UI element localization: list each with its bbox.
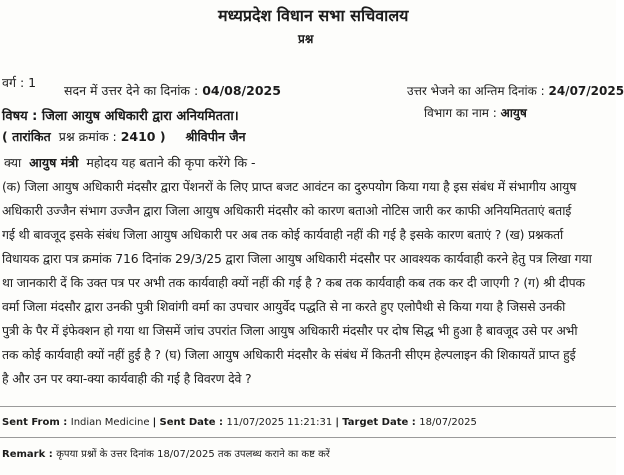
sent-date-label: Sent Date : bbox=[159, 417, 227, 428]
body-line: था जानकारी दें कि उक्त पत्र पर अभी तक कार्यवाही क्यों नहीं की गई है ? कब तक कार्यवाही कब तक कर दी जाएगी ? (ग) श्री दीपक bbox=[2, 275, 585, 290]
member-name: श्रीविपीन जैन bbox=[185, 129, 246, 144]
body-line: अधिकारी उज्जैन संभाग उज्जैन द्वारा जिला आयुष अधिकारी मंदसौर को कारण बताओ नोटिस जारी कर काफी अनियमितताएं बताई bbox=[2, 203, 572, 218]
body-line: (क) जिला आयुष अधिकारी मंदसौर द्वारा पेंशनरों के लिए प्राप्त बजट आवंटन का दुरुपयोग किया गया है इस संबंध में संभागीय आयुष bbox=[2, 179, 577, 194]
body-line: वर्मा जिला मंदसौर द्वारा उनकी पुत्री शिवांगी वर्मा का उपचार आयुर्वेद पद्धति से ना करते हुए एलोपैथी से किया गया है जिससे उनकी bbox=[2, 299, 566, 314]
class-label: वर्ग : 1 bbox=[2, 75, 37, 90]
page-subtitle: प्रश्न bbox=[298, 32, 314, 46]
footer-divider bbox=[0, 437, 616, 438]
target-date-value: 18/07/2025 bbox=[419, 417, 477, 428]
remark-value: कृपया प्रश्नों के उत्तर दिनांक 18/07/2025 तक उपलब्ध कराने का कष्ट करें bbox=[56, 449, 330, 460]
sent-from-value: Indian Medicine bbox=[70, 417, 150, 428]
subject bbox=[2, 106, 239, 124]
subject-value: जिला आयुष अधिकारी द्वारा अनियमितता। bbox=[41, 109, 239, 124]
intro-rest: महोदय यह बताने की कृपा करेंगे कि - bbox=[86, 155, 256, 170]
footer-separator: | bbox=[335, 417, 340, 428]
body-line: विधायक द्वारा पत्र क्रमांक 716 दिनांक 29/3/25 द्वारा जिला आयुष अधिकारी मंदसौर पर आवश्यक कार्यवाही करने हेतु पत्र लिखा गया bbox=[2, 251, 592, 266]
body-line: गई थी बावजूद इसके संबंध जिला आयुष अधिकारी पर अब तक कोई कार्यवाही नहीं की गई है इसके कारण बताएं ? (ख) प्रश्नकर्ता bbox=[2, 227, 564, 242]
intro-line bbox=[4, 154, 256, 171]
target-date-label: Target Date : bbox=[342, 417, 420, 428]
body-line: पुत्री के पैर में इंफेक्शन हो गया था जिसमें जांच उपरांत जिला आयुष अधिकारी मंदसौर पर दोष सिद्ध भी हुआ है बावजूद उसे पर अभी bbox=[2, 323, 578, 338]
question-info bbox=[2, 128, 246, 145]
answer-date bbox=[64, 82, 281, 99]
department-label: विभाग का नाम : bbox=[424, 106, 501, 120]
answer-date-label: सदन में उत्तर देने का दिनांक : bbox=[64, 83, 203, 98]
department-value: आयुष bbox=[500, 106, 527, 120]
body-line: तक कोई कार्यवाही क्यों नहीं हुई है ? (घ) जिला आयुष अधिकारी मंदसौर के संबंध में कितनी सीएम हेल्पलाइन की शिकायतें प्राप्त हुई bbox=[2, 347, 576, 362]
sent-from-label: Sent From : bbox=[2, 417, 71, 428]
footer-separator: | bbox=[152, 417, 157, 428]
minister-name: आयुष मंत्री bbox=[29, 155, 79, 170]
question-type: ( तारांकित bbox=[2, 129, 51, 144]
intro-lead: क्या bbox=[4, 155, 22, 170]
body-line: है और उन पर क्या-क्या कार्यवाही की गई है विवरण देवे ? bbox=[2, 371, 252, 386]
sent-date-value: 11/07/2025 11:21:31 bbox=[226, 417, 333, 428]
department bbox=[424, 104, 527, 121]
remark bbox=[2, 446, 330, 460]
remark-label: Remark : bbox=[2, 449, 57, 460]
send-date-value: 24/07/2025 bbox=[548, 84, 624, 98]
page-title: मध्यप्रदेश विधान सभा सचिवालय bbox=[218, 6, 409, 25]
footer-divider bbox=[0, 406, 616, 407]
footer-meta bbox=[2, 417, 477, 428]
send-date bbox=[407, 82, 624, 99]
subject-label: विषय : bbox=[2, 109, 42, 124]
question-number-label: प्रश्न क्रमांक : bbox=[58, 129, 121, 144]
answer-date-value: 04/08/2025 bbox=[202, 83, 281, 98]
question-number: 2410 ) bbox=[120, 129, 166, 144]
send-date-label: उत्तर भेजने का अन्तिम दिनांक : bbox=[407, 84, 549, 98]
